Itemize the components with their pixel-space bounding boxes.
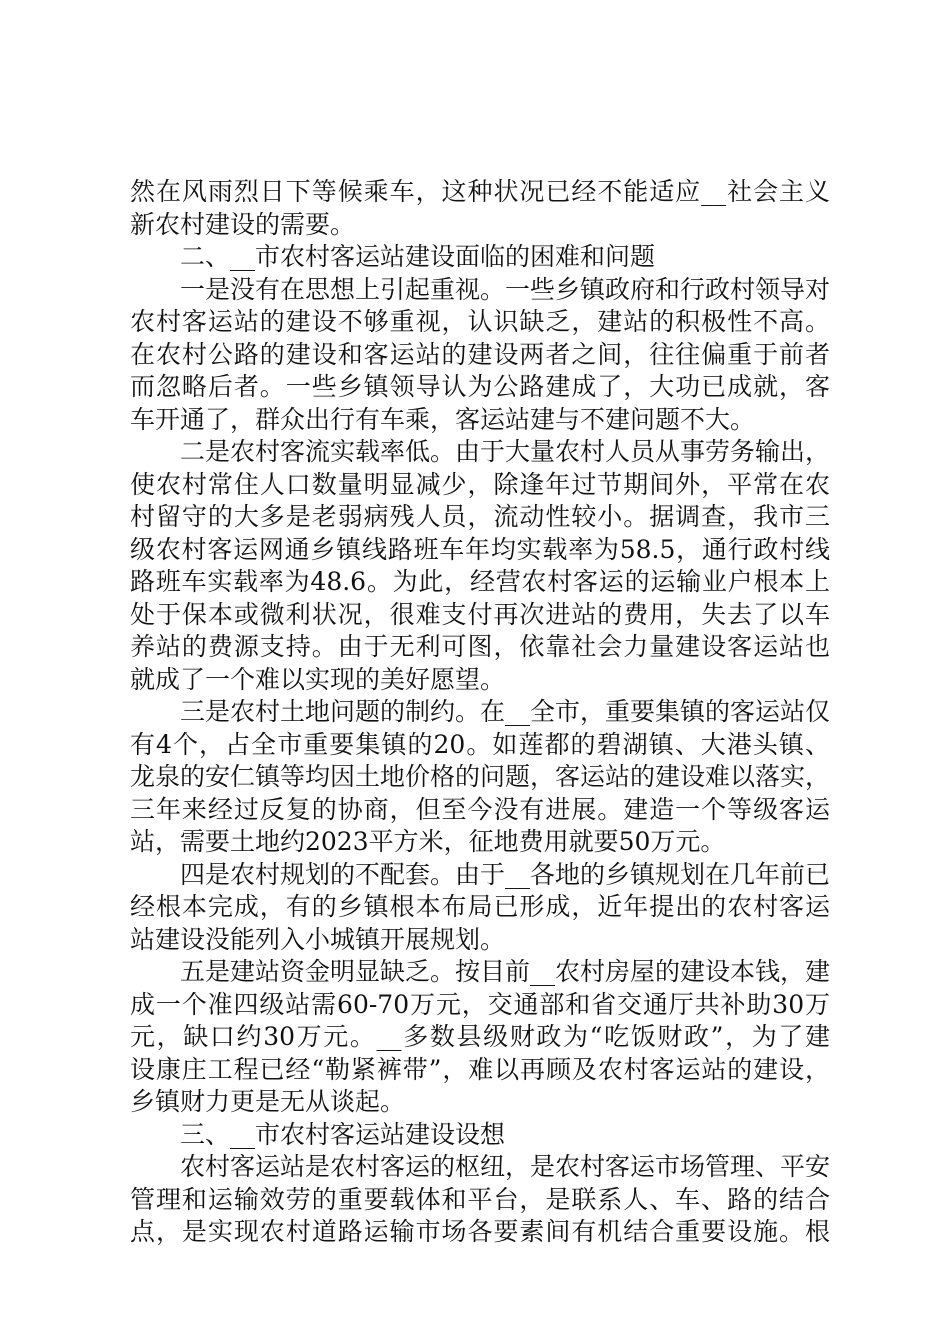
text-line: 成一个准四级站需60-70万元，交通部和省交通厅共补助30万	[130, 989, 830, 1019]
text-line: 三是农村土地问题的制约。在__全市，重要集镇的客运站仅	[180, 697, 831, 726]
text-line: 三年来经过反复的协商，但至今没有进展。建造一个等级客运	[130, 794, 830, 824]
text-line: 有4个，占全市重要集镇的20。如莲都的碧湖镇、大港头镇、	[130, 729, 830, 759]
text-line: 四是农村规划的不配套。由于__各地的乡镇规划在几年前已	[180, 859, 831, 889]
text-line: 三、__市农村客运站建设设想	[180, 1119, 506, 1149]
text-line: 农村客运站的建设不够重视，认识缺乏，建站的积极性不高。	[130, 307, 830, 336]
text-line: 路班车实载率为48.6。为此，经营农村客运的运输业户根本上	[130, 567, 830, 596]
text-line: 一是没有在思想上引起重视。一些乡镇政府和行政村领导对	[180, 274, 831, 304]
text-line: 站，需要土地约2023平方米，征地费用就要50万元。	[130, 827, 726, 856]
text-line: 就成了一个难以实现的美好愿望。	[130, 664, 506, 694]
text-line: 站建设没能列入小城镇开展规划。	[130, 924, 506, 954]
text-line: 级农村客运网通乡镇线路班车年均实载率为58.5，通行政村线	[130, 534, 830, 564]
document-body	[130, 176, 830, 1249]
text-line: 养站的费源支持。由于无利可图，依靠社会力量建设客运站也	[130, 632, 830, 661]
text-line: 村留守的大多是老弱病残人员，流动性较小。据调查，我市三	[130, 502, 830, 531]
text-line: 二、__市农村客运站建设面临的困难和问题	[180, 242, 656, 271]
text-line: 五是建站资金明显缺乏。按目前__农村房屋的建设本钱，建	[180, 957, 831, 986]
text-line: 乡镇财力更是无从谈起。	[130, 1087, 406, 1116]
text-line: 使农村常住人口数量明显减少，除逢年过节期间外，平常在农	[130, 469, 830, 499]
text-line: 经根本完成，有的乡镇根本布局已形成，近年提出的农村客运	[130, 892, 830, 921]
text-line: 在农村公路的建设和客运站的建设两者之间，往往偏重于前者	[130, 339, 830, 369]
text-line: 元，缺口约30万元。__多数县级财政为“吃饭财政”，为了建	[130, 1022, 830, 1051]
text-line: 新农村建设的需要。	[130, 209, 356, 239]
text-line: 设康庄工程已经“勒紧裤带”，难以再顾及农村客运站的建设，	[130, 1054, 830, 1084]
text-line: 车开通了，群众出行有车乘，客运站建与不建问题不大。	[130, 404, 756, 434]
text-line: 处于保本或微利状况，很难支付再次进站的费用，失去了以车	[130, 599, 830, 629]
text-line: 而忽略后者。一些乡镇领导认为公路建成了，大功已成就，客	[130, 372, 830, 401]
text-line: 点，是实现农村道路运输市场各要素间有机结合重要设施。根	[130, 1217, 830, 1246]
text-line: 管理和运输效劳的重要载体和平台，是联系人、车、路的结合	[130, 1184, 830, 1214]
text-line: 农村客运站是农村客运的枢纽，是农村客运市场管理、平安	[180, 1152, 831, 1181]
text-line: 然在风雨烈日下等候乘车，这种状况已经不能适应__社会主义	[130, 177, 830, 206]
text-line: 二是农村客流实载率低。由于大量农村人员从事劳务输出，	[180, 437, 831, 466]
text-line: 龙泉的安仁镇等均因土地价格的问题，客运站的建设难以落实，	[130, 762, 831, 791]
